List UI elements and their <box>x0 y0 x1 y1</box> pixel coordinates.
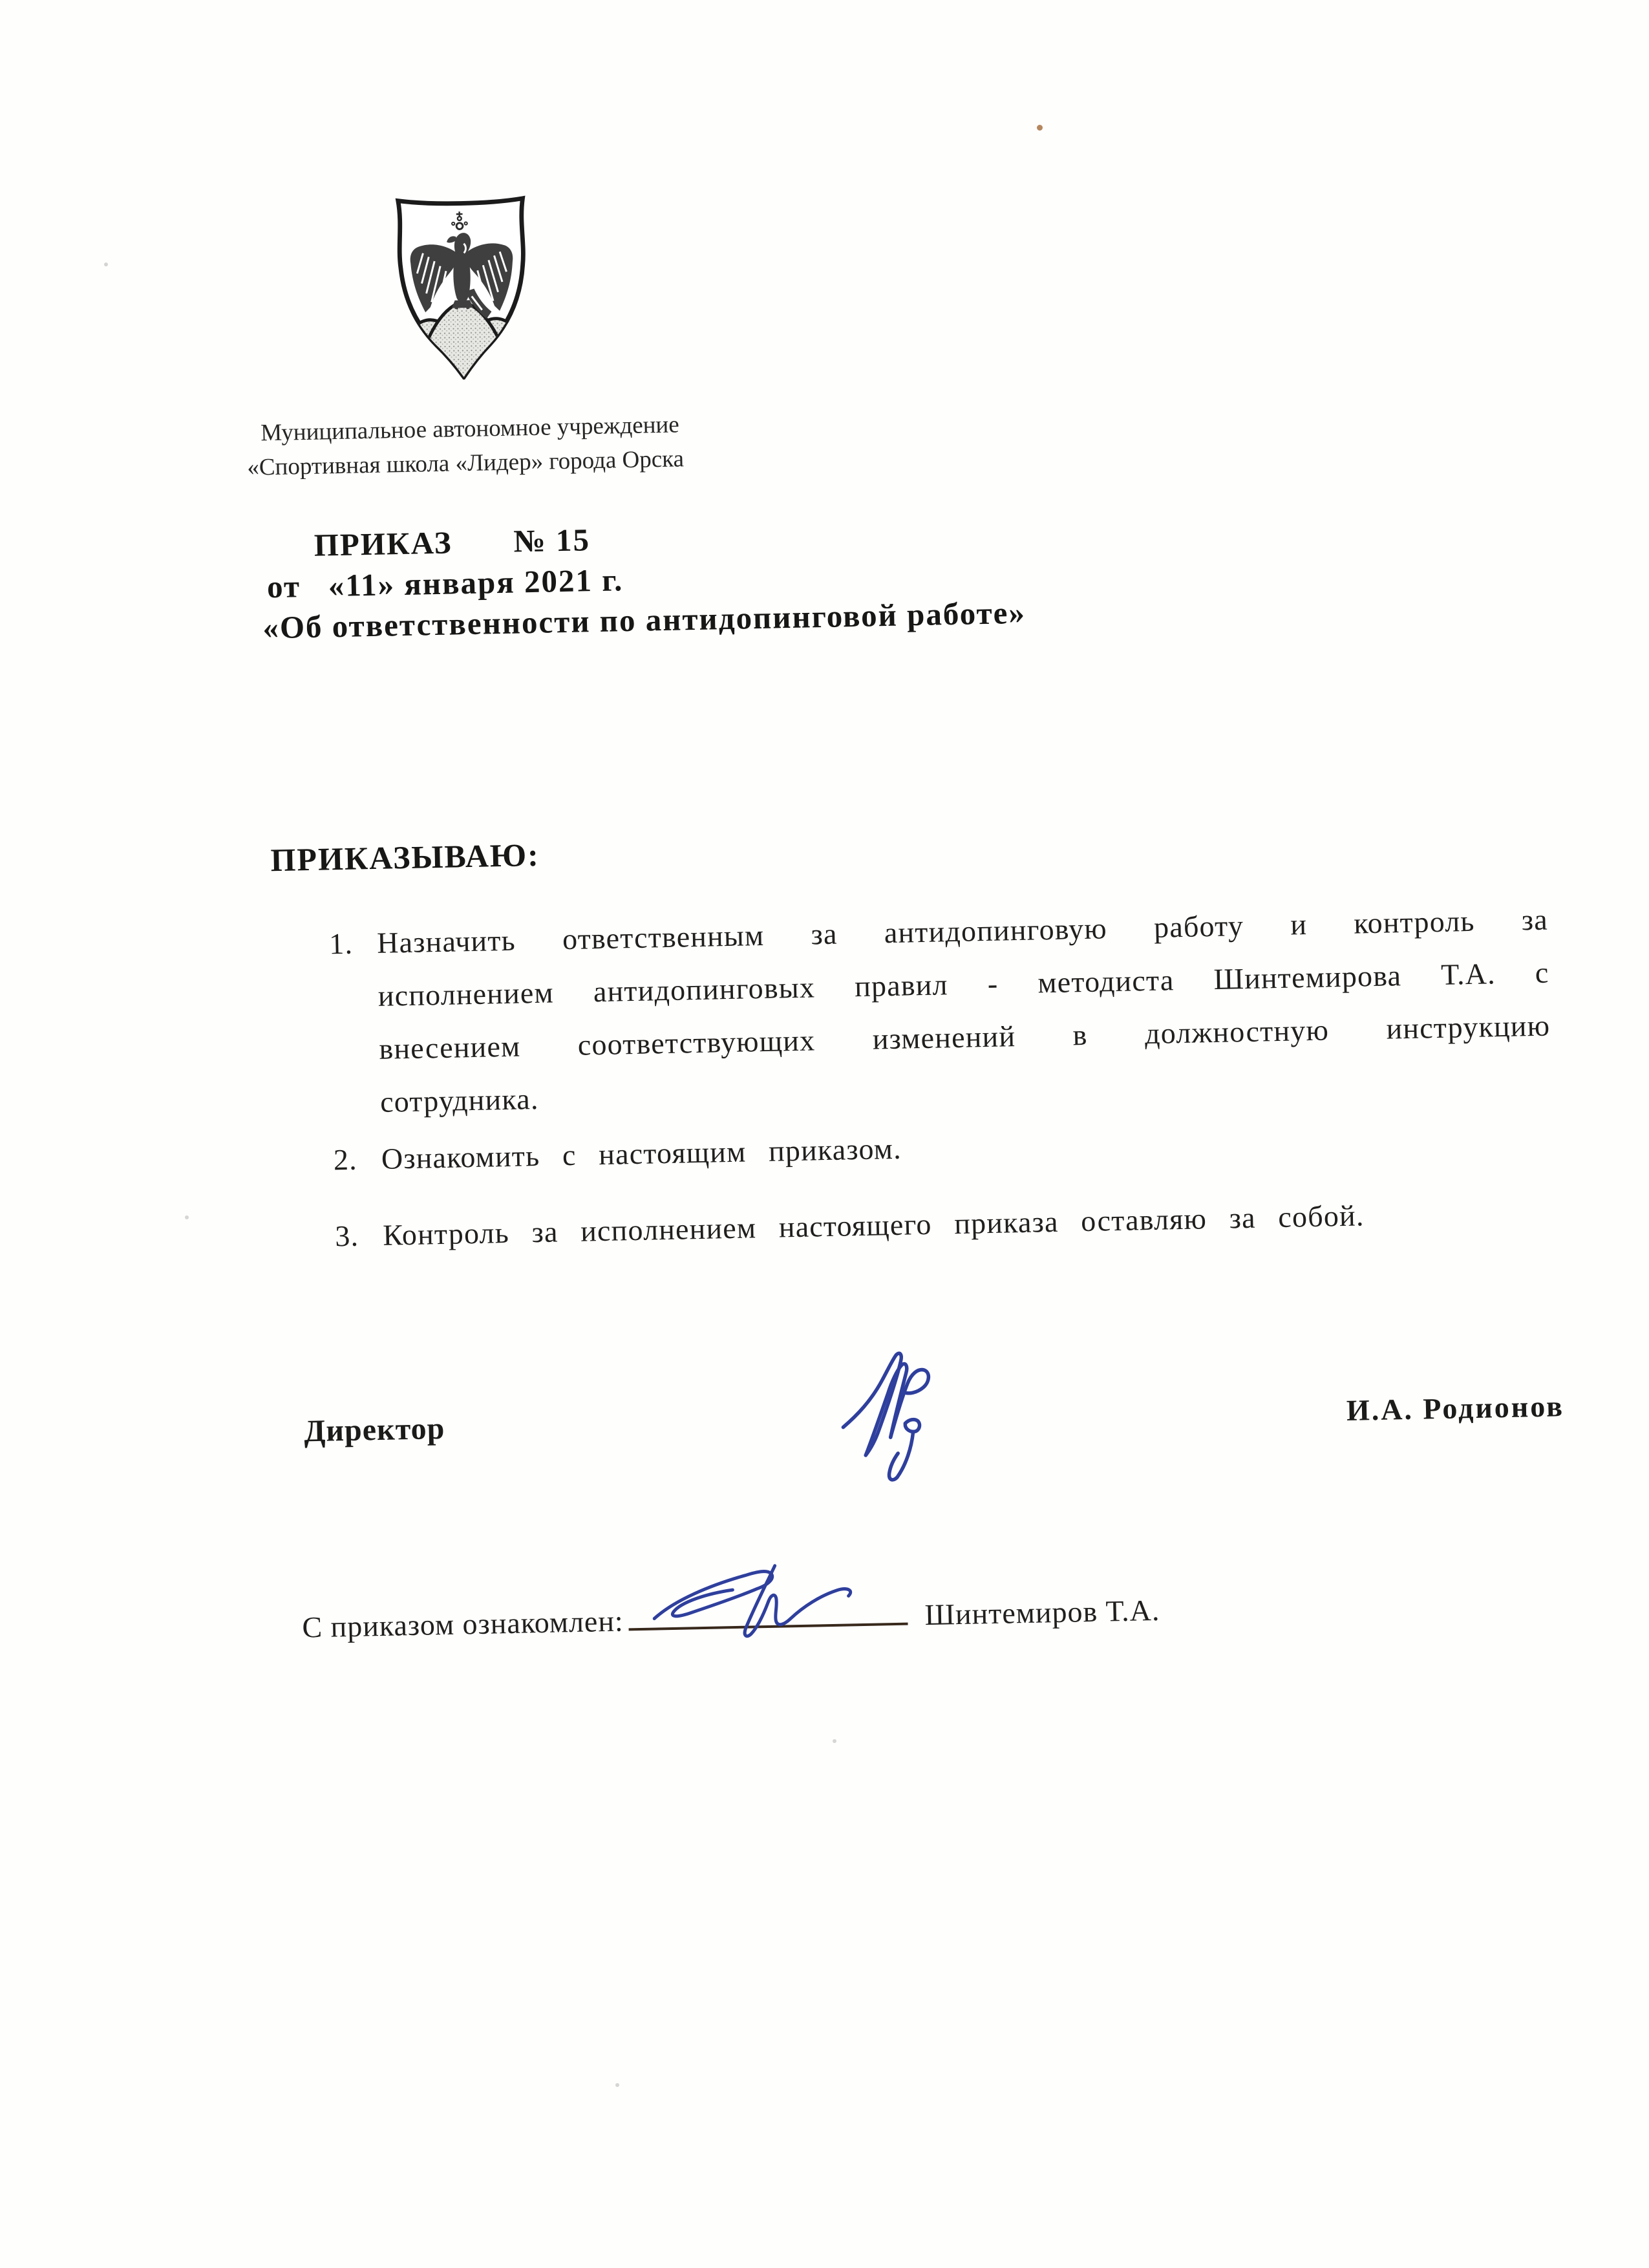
order-items-list <box>328 893 1554 1263</box>
list-item <box>328 893 1551 1130</box>
list-item <box>334 1185 1554 1263</box>
director-name: И.А. Родионов <box>1346 1389 1565 1427</box>
list-item-text: Контроль за исполнением настоящего приказа оставляю за собой. <box>382 1199 1365 1252</box>
scan-speck <box>615 2083 619 2087</box>
decree-heading: ПРИКАЗЫВАЮ: <box>270 836 540 879</box>
scan-speck <box>185 1215 189 1219</box>
list-item-number: 1. <box>328 926 354 961</box>
director-signature-row <box>304 1388 1565 1449</box>
list-item-number: 2. <box>333 1142 358 1177</box>
coat-of-arms-icon <box>387 189 537 381</box>
director-label: Директор <box>303 1411 445 1449</box>
order-subject: «Об ответственности по антидопинговой работе» <box>262 594 1027 646</box>
organization-type: Муниципальное автономное учреждение <box>260 411 680 447</box>
order-title-label: ПРИКАЗ <box>314 524 453 563</box>
order-title-block <box>261 511 1026 648</box>
order-number: № 15 <box>513 522 591 559</box>
list-item-number: 3. <box>334 1219 359 1253</box>
acknowledgment-label: С приказом ознакомлен: <box>301 1604 624 1644</box>
director-signature-icon <box>831 1341 947 1488</box>
organization-title: «Спортивная школа «Лидер» города Орска <box>246 445 685 481</box>
acknowledged-name: Шинтемиров Т.А. <box>924 1593 1160 1632</box>
acknowledgment-row <box>302 1584 1160 1645</box>
signature-line <box>628 1589 908 1631</box>
scan-speck <box>833 1739 836 1743</box>
acknowledged-signature-icon <box>647 1554 862 1642</box>
scan-speck <box>104 262 108 266</box>
scan-speck <box>1037 125 1043 131</box>
list-item-text: Назначить ответственным за антидопинговую работу и контроль за исполнением антидопинговых правил - методиста Шинтемирова Т.А. с внесением соответствующих изменений в должностную инструкцию сотрудника. <box>376 903 1551 1118</box>
organization-name-block <box>246 407 685 485</box>
list-item-text: Ознакомить с настоящим приказом. <box>381 1131 902 1175</box>
order-date: от «11» января 2021 г. <box>266 562 624 605</box>
